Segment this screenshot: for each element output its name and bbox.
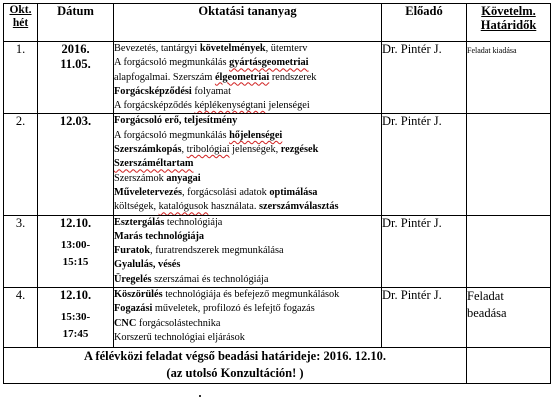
row-lecturer: Dr. Pintér J. — [382, 288, 467, 348]
row-topics — [114, 114, 382, 215]
topic-line: Szerszámkopás, tribológiai jelenségek, rezgések — [114, 144, 319, 156]
deadline-note: A félévközi feladat végső beadási határideje: 2016. 12.10. (az utolsó Konzultáción! ) — [4, 348, 467, 384]
topic-line: Forgácsoló erő, teljesítmény — [114, 115, 238, 127]
topic-line: A forgácsoló megmunkálás gyártásgeometriai — [114, 57, 309, 69]
topic-line: Szerszámok anyagai — [114, 172, 201, 184]
topic-line: Fogazási műveletek, profilozó és lefejtő fogazás — [114, 303, 315, 315]
row-lecturer: Dr. Pintér J. — [382, 114, 467, 215]
row-requirement — [467, 114, 551, 215]
row-lecturer: Dr. Pintér J. — [382, 42, 467, 114]
table-row — [4, 215, 551, 287]
topic-line: Bevezetés, tantárgyi követelmények, ütemterv — [114, 43, 308, 54]
topic-line: Korszerű technológiai eljárások — [114, 331, 245, 343]
row-requirement: Feladat beadása — [467, 288, 551, 348]
topic-line: Üregelés szerszámai és technológiája — [114, 273, 269, 285]
stray-dot — [199, 395, 201, 397]
row-lecturer: Dr. Pintér J. — [382, 215, 467, 287]
header-lecturer: Előadó — [382, 4, 467, 42]
row-week-number: 1. — [4, 42, 38, 114]
topic-line: Esztergálás technológiája — [114, 216, 223, 228]
topic-line: Köszörülés technológiája és befejező megmunkálások — [114, 289, 340, 301]
header-material: Oktatási tananyag — [114, 4, 382, 42]
row-week-number: 3. — [4, 215, 38, 287]
row-week-number: 4. — [4, 288, 38, 348]
row-requirement — [467, 215, 551, 287]
row-date: 12.10. 13:00- 15:15 — [38, 215, 114, 287]
row-topics — [114, 42, 382, 114]
row-date: 2016. 11.05. — [38, 42, 114, 114]
topic-line: Műveletervezés, forgácsolási adatok optimálása — [114, 186, 318, 198]
topic-line: Szerszáméltartam — [114, 158, 194, 170]
topic-line: Marás technológiája — [114, 230, 205, 242]
table-row — [4, 288, 551, 348]
header-row — [4, 4, 551, 42]
footer-row — [4, 348, 551, 384]
footer-empty-cell — [467, 348, 551, 384]
topic-line: költségek, katalógusok használata. szerszámválasztás — [114, 201, 339, 213]
row-topics — [114, 288, 382, 348]
row-date: 12.03. — [38, 114, 114, 215]
header-requirements: Követelm. Határidők — [467, 4, 551, 42]
topic-line: A forgácsképződés képlékenységtani jelenségei — [114, 100, 310, 112]
row-topics — [114, 215, 382, 287]
topic-line: Forgácsképződési folyamat — [114, 85, 231, 97]
row-time: 13:00- 15:15 — [60, 238, 91, 268]
header-date: Dátum — [38, 4, 114, 42]
header-week: Okt. hét — [4, 4, 38, 42]
table-row — [4, 42, 551, 114]
topic-line: Gyalulás, vésés — [114, 259, 181, 271]
topic-line: A forgácsoló megmunkálás hőjelenségei — [114, 129, 283, 141]
table-row — [4, 114, 551, 215]
row-week-number: 2. — [4, 114, 38, 215]
topic-line: alapfogalmai. Szerszám élgeometriai rendszerek — [114, 71, 317, 83]
row-date: 12.10. 15:30- 17:45 — [38, 288, 114, 348]
row-time: 15:30- 17:45 — [60, 311, 91, 341]
schedule-table — [3, 3, 551, 384]
topic-line: CNC forgácsolástechnika — [114, 317, 221, 329]
row-requirement: Feladat kiadása — [467, 42, 551, 114]
topic-line: Furatok, furatrendszerek megmunkálása — [114, 245, 284, 257]
